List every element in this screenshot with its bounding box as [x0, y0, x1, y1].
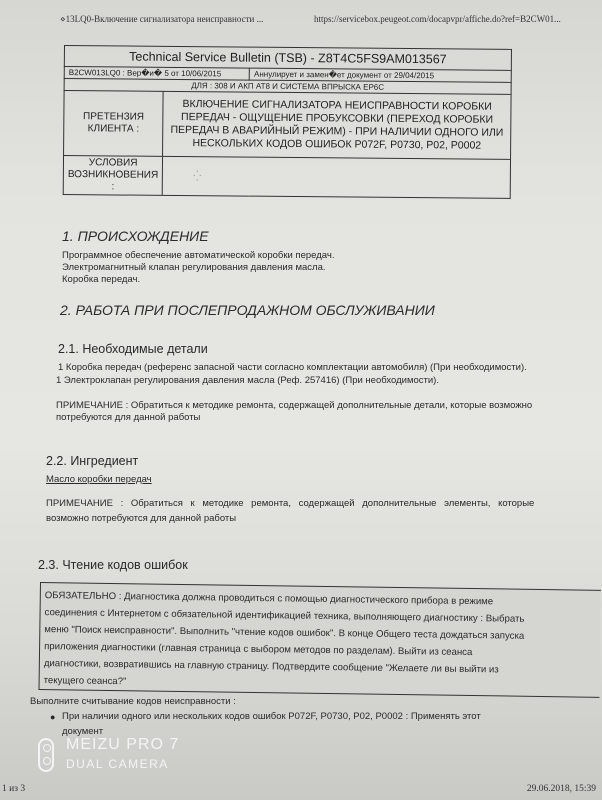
conditions-label-line: УСЛОВИЯ — [88, 157, 138, 169]
conditions-value: ⁛ — [163, 156, 511, 198]
print-header-url: https://servicebox.peugeot.com/docapvpr/affiche.do?ref=B2CW01... — [314, 14, 561, 24]
mandatory-line: соединения с Интернетом с обязательной идентификацией техника, выполняющего диагностику : Выбрать — [44, 607, 525, 625]
section-parts-title: 2.1. Необходимые детали — [58, 342, 208, 356]
watermark-sub: DUAL CAMERA — [66, 757, 169, 771]
parts-note-line: потребуются для данной работы — [56, 412, 201, 423]
watermark-brand: MEIZU PRO 7 — [66, 736, 180, 753]
claim-line: НЕСКОЛЬКИХ КОДОВ ОШИБОК P072F, P0730, P02, P0002 — [192, 137, 482, 152]
ingredient-item: Масло коробки передач — [46, 474, 152, 485]
ingredient-note-line: ПРИМЕЧАНИЕ : Обратиться к методике ремонта, содержащей дополнительные элементы, которые — [46, 498, 535, 509]
print-footer-page: 1 из 3 — [2, 784, 26, 794]
claim-line: ПЕРЕДАЧ - ОЩУЩЕНИЕ ПРОБУКСОВКИ (ПЕРЕХОД КОРОБКИ — [180, 111, 494, 126]
origin-line: Электромагнитный клапан регулирования давления масла. — [62, 262, 326, 273]
dual-camera-icon — [38, 738, 54, 772]
origin-line: Программное обеспечение автоматической коробки передач. — [62, 250, 335, 261]
claim-label-line: КЛИЕНТА : — [87, 123, 140, 135]
ingredient-note-line: возможно потребуются для данной работы — [46, 513, 237, 524]
bullet-line: При наличии одного или нескольких кодов ошибок P072F, P0730, P02, P0002 : Применять этот — [62, 711, 481, 722]
print-footer-datetime: 29.06.2018, 15:39 — [526, 784, 596, 794]
print-header-title: ⋄13LQ0-Включение сигнализатора неисправности ... — [60, 14, 264, 24]
tsb-ref-version: B2CW013LQ0 : Вер�и� 5 от 10/06/2015 — [64, 67, 249, 81]
mandatory-line: меню "Поиск неисправности". Выполнить "чтение кодов ошибок". В конце Общего теста дождаться запуска — [44, 624, 525, 642]
section-error-codes-title: 2.3. Чтение кодов ошибок — [38, 558, 188, 572]
mandatory-line: приложения диагностики (главная страница с выбором методов по разделам). Выйти из сеанса — [44, 641, 473, 659]
parts-note-line: ПРИМЕЧАНИЕ : Обратиться к методике ремонта, содержащей дополнительные детали, которые возможно — [56, 400, 533, 411]
origin-line: Коробка передач. — [62, 274, 141, 285]
claim-line: ПЕРЕДАЧ В АВАРИЙНЫЙ РЕЖИМ) - ПРИ НАЛИЧИИ ОДНОГО ИЛИ — [170, 123, 504, 139]
parts-line: 1 Электроклапан регулирования давления масла (Реф. 257416) (При необходимости). — [56, 375, 439, 386]
mandatory-line: текущего сеанса?" — [43, 675, 127, 688]
bullet-icon: ● — [50, 712, 56, 722]
tsb-supersedes: Аннулирует и замен�ет документ от 29/04/2015 — [250, 68, 512, 82]
parts-line: 1 Коробка передач (референс запасной части согласно комплектации автомобиля) (При необходимости). — [58, 362, 527, 373]
conditions-label-line: ВОЗНИКНОВЕНИЯ : — [67, 169, 159, 193]
section-origin-title: 1. ПРОИСХОЖДЕНИЕ — [62, 228, 209, 244]
section-ingredient-title: 2.2. Ингредиент — [46, 454, 139, 468]
bullet-line: документ — [62, 726, 104, 737]
claim-label-line: ПРЕТЕНЗИЯ — [83, 111, 145, 123]
tsb-title: Technical Service Bulletin (TSB) - Z8T4C5FS9AM013567 — [64, 46, 511, 71]
tsb-applies-to: ДЛЯ : 308 И АКП AT8 И СИСТЕМА ВПРЫСКА EP6C — [64, 79, 511, 95]
mandatory-line: ОБЯЗАТЕЛЬНО : Диагностика должна проводиться с помощью диагностического прибора в режиме — [44, 590, 494, 608]
perform-reading-text: Выполните считывание кодов неисправности : — [30, 696, 236, 707]
mandatory-line: диагностики, возвратившись на главную страницу. Подтвердите сообщение "Желаете ли вы выйти из — [43, 658, 499, 676]
section-after-sales-title: 2. РАБОТА ПРИ ПОСЛЕПРОДАЖНОМ ОБСЛУЖИВАНИИ — [60, 302, 435, 318]
claim-line: ВКЛЮЧЕНИЕ СИГНАЛИЗАТОРА НЕИСПРАВНОСТИ КОРОБКИ — [182, 98, 492, 113]
